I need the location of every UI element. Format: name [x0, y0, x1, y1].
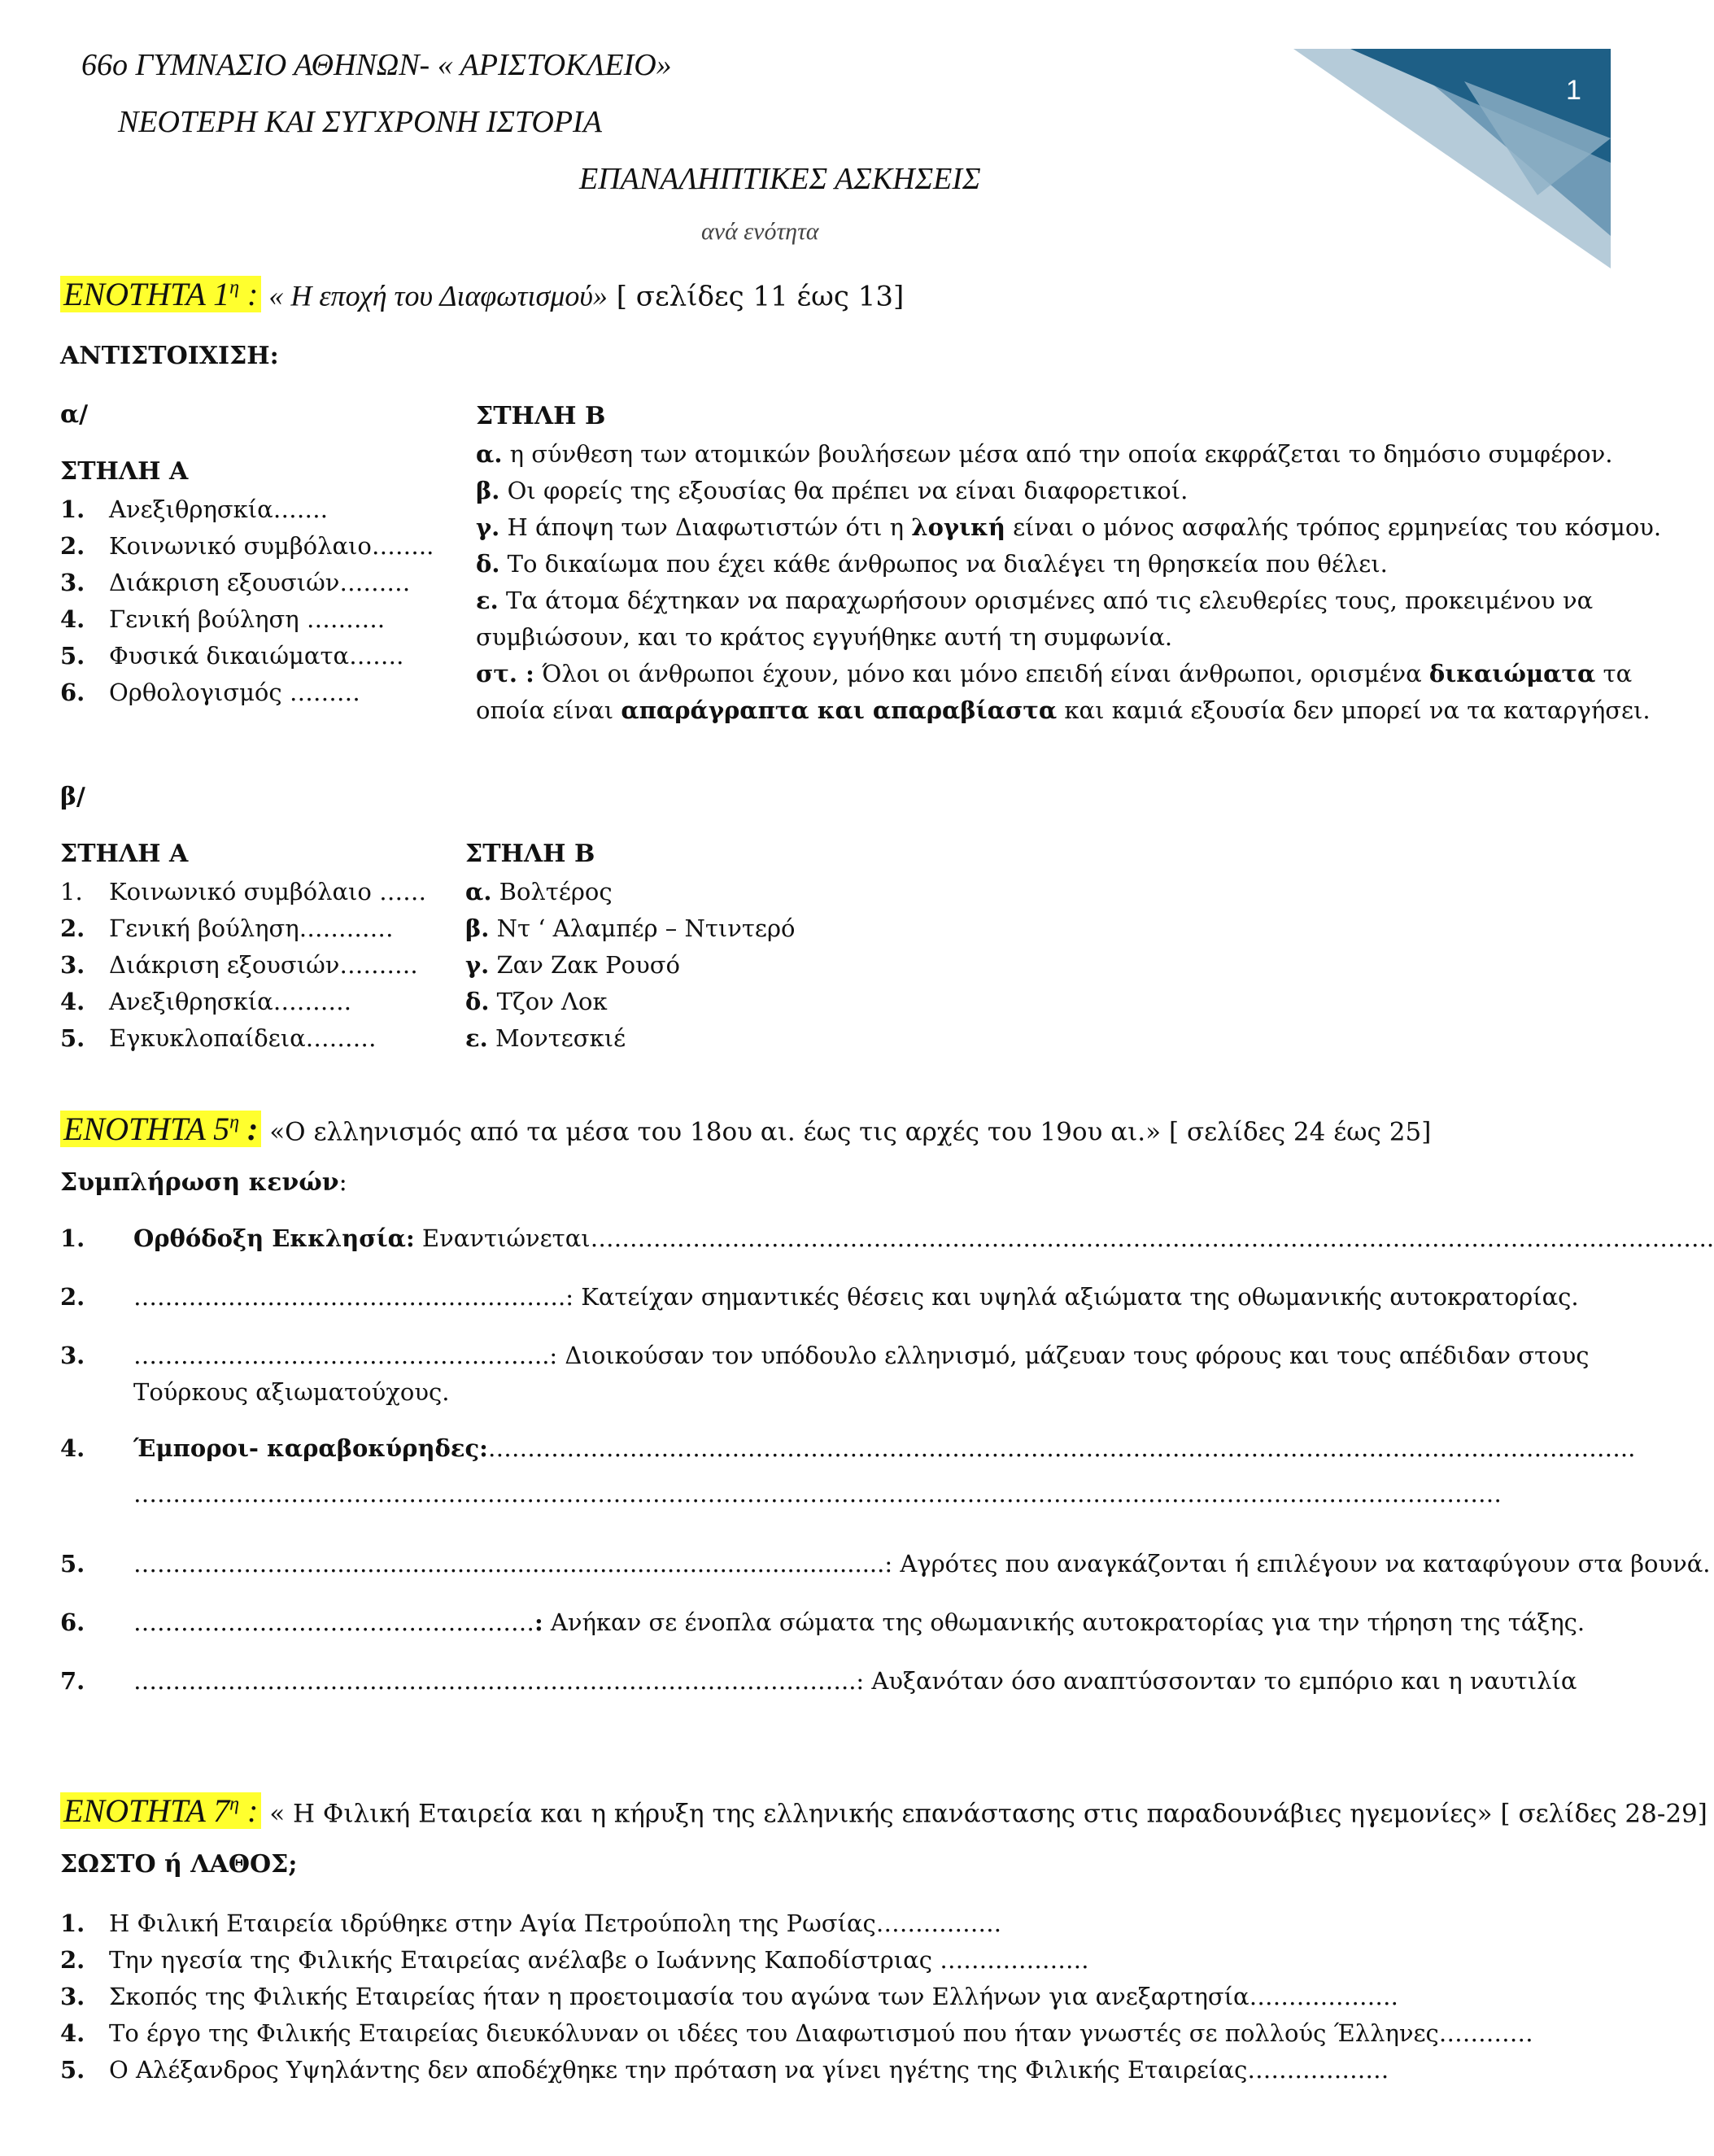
- part-b-col-a-list: [60, 874, 426, 1057]
- section-7-pages: [ σελίδες 28-29]: [1492, 1799, 1707, 1829]
- col-b-item-f: στ. : Όλοι οι άνθρωποι έχουν, μόνο και μόνο επειδή είναι άνθρωποι, ορισμένα δικαιώματα τα: [476, 660, 1633, 687]
- section-5-heading: [60, 1103, 1431, 1151]
- course-name: ΝΕΟΤΕΡΗ ΚΑΙ ΣΥΓΧΡΟΝΗ ΙΣΤΟΡΙΑ: [118, 105, 602, 139]
- part-a-col-b-text: [476, 436, 1661, 729]
- true-false-list: [60, 1905, 1533, 2088]
- list-item: α. Βολτέρος: [465, 878, 613, 906]
- list-item: 4. Ανεξιθρησκία……….: [60, 988, 351, 1015]
- school-name: 66ο ΓΥΜΝΑΣΙΟ ΑΘΗΝΩΝ- « ΑΡΙΣΤΟΚΛΕΙΟ»: [81, 48, 672, 82]
- list-item: β. Ντ ‘ Αλαμπέρ – Ντιντερό: [465, 914, 796, 942]
- list-item: 2. Γενική βούληση…………: [60, 914, 394, 942]
- fill-blanks-list: 1. Ορθόδοξη Εκκλησία: Εναντιώνεται…………………………………………………………………………………………………………………………….. 2. ……………………………………………….: Κατείχαν σημαντικές θέσεις και υψηλά αξιώματα της οθωμανικής αυτοκρατορίας. 3. ……………………………………………..: Διοικούσαν τον υπόδουλο ελληνισμό, μάζευαν τους φόρους και τους απέδιδαν στους Τούρκους αξιωματούχους. 4. Έμποροι- καραβοκύρηδες:……………………………………………………………………………………………………………………………….. ………………………………………………………………………………………………………………………………………………………… 5. ……………………...........................................................................: Αγρότες που αναγκάζονται ή επιλέγουν να καταφύγουν στα βουνά. 6. ……………………………………………: Ανήκαν σε ένοπλα σώματα της οθωμανικής αυτοκρατορίας για την τήρηση της τάξης. 7. ………………………………………………………………………………..: Αυξανόταν όσο αναπτύσσονταν το εμπόριο και η ναυτιλία: [60, 1224, 1714, 1695]
- list-item: 3. Σκοπός της Φιλικής Εταιρείας ήταν η προετοιμασία του αγώνα των Ελλήνων για ανεξαρτησία……………….: [60, 1983, 1398, 2010]
- col-b-item-d: δ. Το δικαίωμα που έχει κάθε άνθρωπος να διαλέγει τη θρησκεία που θέλει.: [476, 550, 1388, 578]
- list-item: 1. Η Φιλική Εταιρεία ιδρύθηκε στην Αγία Πετρούπολη της Ρωσίας…………….: [60, 1909, 1001, 1937]
- list-item: 3. Διάκριση εξουσιών………: [60, 569, 411, 596]
- page-subtitle: ανά ενότητα: [701, 218, 819, 245]
- list-item: 2. Κοινωνικό συμβόλαιο……..: [60, 532, 434, 560]
- section-7-heading: [60, 1785, 1707, 1833]
- list-item: 4. Το έργο της Φιλικής Εταιρείας διευκόλυναν οι ιδέες του Διαφωτισμού που ήταν γνωστές σε πολλούς Έλληνες…………: [60, 2019, 1533, 2047]
- part-b-label: β/: [60, 783, 85, 811]
- part-a-col-b-title: ΣΤΗΛΗ Β: [476, 402, 606, 430]
- section-7-title: « Η Φιλική Εταιρεία και η κήρυξη της ελληνικής επανάστασης στις παραδουνάβιες ηγεμονίες»: [261, 1799, 1493, 1829]
- part-a-col-a-title: ΣΤΗΛΗ Α: [60, 457, 189, 486]
- col-b-item-b: β. Οι φορείς της εξουσίας θα πρέπει να είναι διαφορετικοί.: [476, 477, 1188, 504]
- list-item: 6. Ορθολογισμός ………: [60, 679, 360, 706]
- section-5-pages: [ σελίδες 24 έως 25]: [1161, 1117, 1432, 1147]
- col-b-item-f-cont: οποία είναι απαράγραπτα και απαραβίαστα και καμιά εξουσία δεν μπορεί να τα καταργήσει.: [476, 696, 1651, 724]
- col-b-item-c: γ. Η άποψη των Διαφωτιστών ότι η λογική είναι ο μόνος ασφαλής τρόπος ερμηνείας του κόσμου.: [476, 513, 1662, 541]
- fill-blanks-label: Συμπλήρωση κενών:: [60, 1168, 347, 1197]
- section-1-tag: ΕΝΟΤΗΤΑ $1^\eta$ :: [60, 276, 261, 312]
- list-item: δ. Τζον Λοκ: [465, 988, 608, 1015]
- col-b-item-a: α. η σύνθεση των ατομικών βουλήσεων μέσα από την οποία εκφράζεται το δημόσιο συμφέρον.: [476, 440, 1613, 468]
- section-5-tag: ΕΝΟΤΗΤΑ $5^\eta$ :: [60, 1111, 261, 1147]
- section-1-heading: [60, 268, 904, 316]
- list-item: γ. Ζαν Ζακ Ρουσό: [465, 951, 680, 979]
- section-1-pages: [ σελίδες 11 έως 13]: [607, 280, 905, 313]
- corner-decoration: [1293, 49, 1611, 268]
- col-b-item-e: ε. Τα άτομα δέχτηκαν να παραχωρήσουν ορισμένες από τις ελευθερίες τους, προκειμένου να: [476, 587, 1594, 614]
- part-b-col-b-list: [465, 874, 795, 1057]
- section-7-tag: ΕΝΟΤΗΤΑ $7^\eta$ :: [60, 1792, 261, 1829]
- list-item: 1. Κοινωνικό συμβόλαιο ……: [60, 878, 427, 906]
- list-item: 3. Διάκριση εξουσιών……….: [60, 951, 418, 979]
- list-item: 5. Φυσικά δικαιώματα…….: [60, 642, 404, 670]
- part-b-col-a-title: ΣΤΗΛΗ Α: [60, 840, 189, 868]
- list-item: ε. Μοντεσκιέ: [465, 1024, 626, 1052]
- section-5-title: «Ο ελληνισμός από τα μέσα του 18ου αι. έως τις αρχές του 19ου αι.»: [261, 1117, 1162, 1147]
- col-b-item-e-cont: συμβιώσουν, και το κράτος εγγυήθηκε αυτή τη συμφωνία.: [476, 623, 1173, 651]
- page-number: 1: [1566, 75, 1581, 106]
- list-item: 4. Γενική βούληση ……….: [60, 605, 386, 633]
- part-a-col-a-list: [60, 491, 434, 711]
- list-item: 2. Την ηγεσία της Φιλικής Εταιρείας ανέλαβε ο Ιωάννης Καποδίστριας ……………….: [60, 1946, 1089, 1974]
- list-item: 5. Ο Αλέξανδρος Υψηλάντης δεν αποδέχθηκε την πρόταση να γίνει ηγέτης της Φιλικής Εταιρείας………………: [60, 2056, 1389, 2084]
- matching-label: ΑΝΤΙΣΤΟΙΧΙΣΗ:: [60, 342, 279, 370]
- section-1-title: « Η εποχή του Διαφωτισμού»: [261, 279, 608, 312]
- part-a-label: α/: [60, 400, 89, 429]
- part-b-col-b-title: ΣΤΗΛΗ Β: [465, 840, 595, 868]
- list-item: 1. Ανεξιθρησκία…….: [60, 495, 328, 523]
- page-title: ΕΠΑΝΑΛΗΠΤΙΚΕΣ ΑΣΚΗΣΕΙΣ: [579, 162, 981, 196]
- list-item: 5. Εγκυκλοπαίδεια………: [60, 1024, 377, 1052]
- true-false-label: ΣΩΣΤΟ ή ΛΑΘΟΣ;: [60, 1850, 298, 1879]
